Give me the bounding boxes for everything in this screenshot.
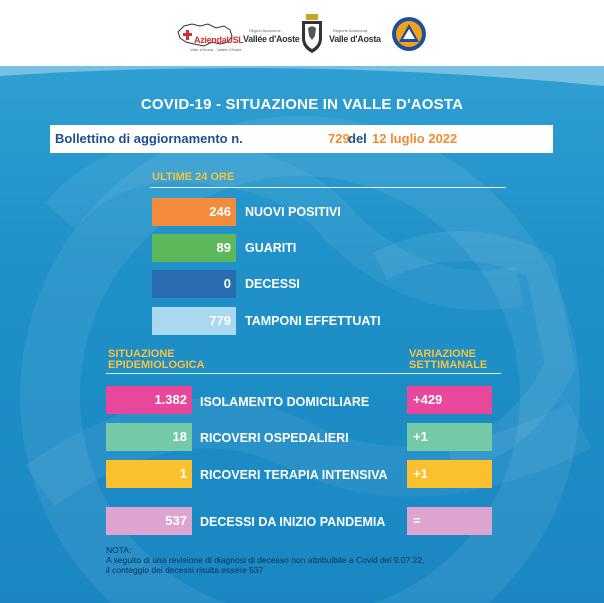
recovered-label: GUARITI xyxy=(245,241,297,255)
page-title: COVID-19 - SITUAZIONE IN VALLE D'AOSTA xyxy=(140,96,464,113)
new-positives-value: 246 xyxy=(152,198,236,226)
footnote xyxy=(106,545,425,575)
region-logo-french xyxy=(243,26,298,48)
usl-sub-text: Valle d'Aosta - Vallée d'Aoste xyxy=(190,47,242,52)
hospitalized-value: 18 xyxy=(106,423,192,451)
last24-heading: ULTIME 24 ORE xyxy=(152,171,235,183)
epi-heading-line2: EPIDEMIOLOGICA xyxy=(108,359,205,371)
bulletin-bar xyxy=(50,125,553,153)
usl-brand-text: AziendaUSL xyxy=(194,35,244,45)
variation-heading-line1: VARIAZIONE xyxy=(409,348,477,360)
deaths-label: DECESSI xyxy=(245,277,300,291)
region-logo-italian xyxy=(327,26,382,48)
region-name-text: Vallée d'Aoste xyxy=(243,34,300,44)
home-isolation-variation: +429 xyxy=(407,386,492,414)
civil-protection-icon xyxy=(391,16,427,52)
region-small-text-2: Regione Autonoma xyxy=(333,28,368,33)
deaths-value: 0 xyxy=(152,270,236,298)
total-deaths-label: DECESSI DA INIZIO PANDEMIA xyxy=(200,515,386,529)
footnote-line2: il conteggio dei decessi risulta essere 537 xyxy=(106,565,264,575)
epi-divider xyxy=(106,373,501,374)
total-deaths-variation: = xyxy=(407,507,492,535)
bulletin-number: 729 xyxy=(328,131,350,146)
last24-divider xyxy=(150,187,506,188)
icu-value: 1 xyxy=(106,460,192,488)
region-name-text-2: Valle d'Aosta xyxy=(329,34,381,44)
hospitalized-variation: +1 xyxy=(407,423,492,451)
swabs-label: TAMPONI EFFETTUATI xyxy=(245,314,381,328)
region-small-text: Région Autonome xyxy=(249,28,281,33)
recovered-value: 89 xyxy=(152,234,236,262)
new-positives-label: NUOVI POSITIVI xyxy=(245,205,341,219)
usl-logo xyxy=(174,20,244,54)
icu-variation: +1 xyxy=(407,460,492,488)
icu-label: RICOVERI TERAPIA INTENSIVA xyxy=(200,468,388,482)
home-isolation-value: 1.382 xyxy=(106,386,192,414)
logo-header xyxy=(0,0,604,66)
crest-icon xyxy=(300,14,324,54)
hospitalized-label: RICOVERI OSPEDALIERI xyxy=(200,431,349,445)
bulletin-del-label: del xyxy=(348,131,367,146)
variation-heading-line2: SETTIMANALE xyxy=(409,359,488,371)
footnote-line1: A seguito di una revisione di diagnosi di decesso non attribuibile a Covid del 9.07.22, xyxy=(106,555,425,565)
total-deaths-value: 537 xyxy=(106,507,192,535)
epi-heading-line1: SITUAZIONE xyxy=(108,348,175,360)
home-isolation-label: ISOLAMENTO DOMICILIARE xyxy=(200,395,370,409)
bulletin-date: 12 luglio 2022 xyxy=(372,131,458,146)
footnote-title: NOTA: xyxy=(106,545,132,555)
bulletin-label: Bollettino di aggiornamento n. xyxy=(55,131,243,146)
swabs-value: 779 xyxy=(152,307,236,335)
